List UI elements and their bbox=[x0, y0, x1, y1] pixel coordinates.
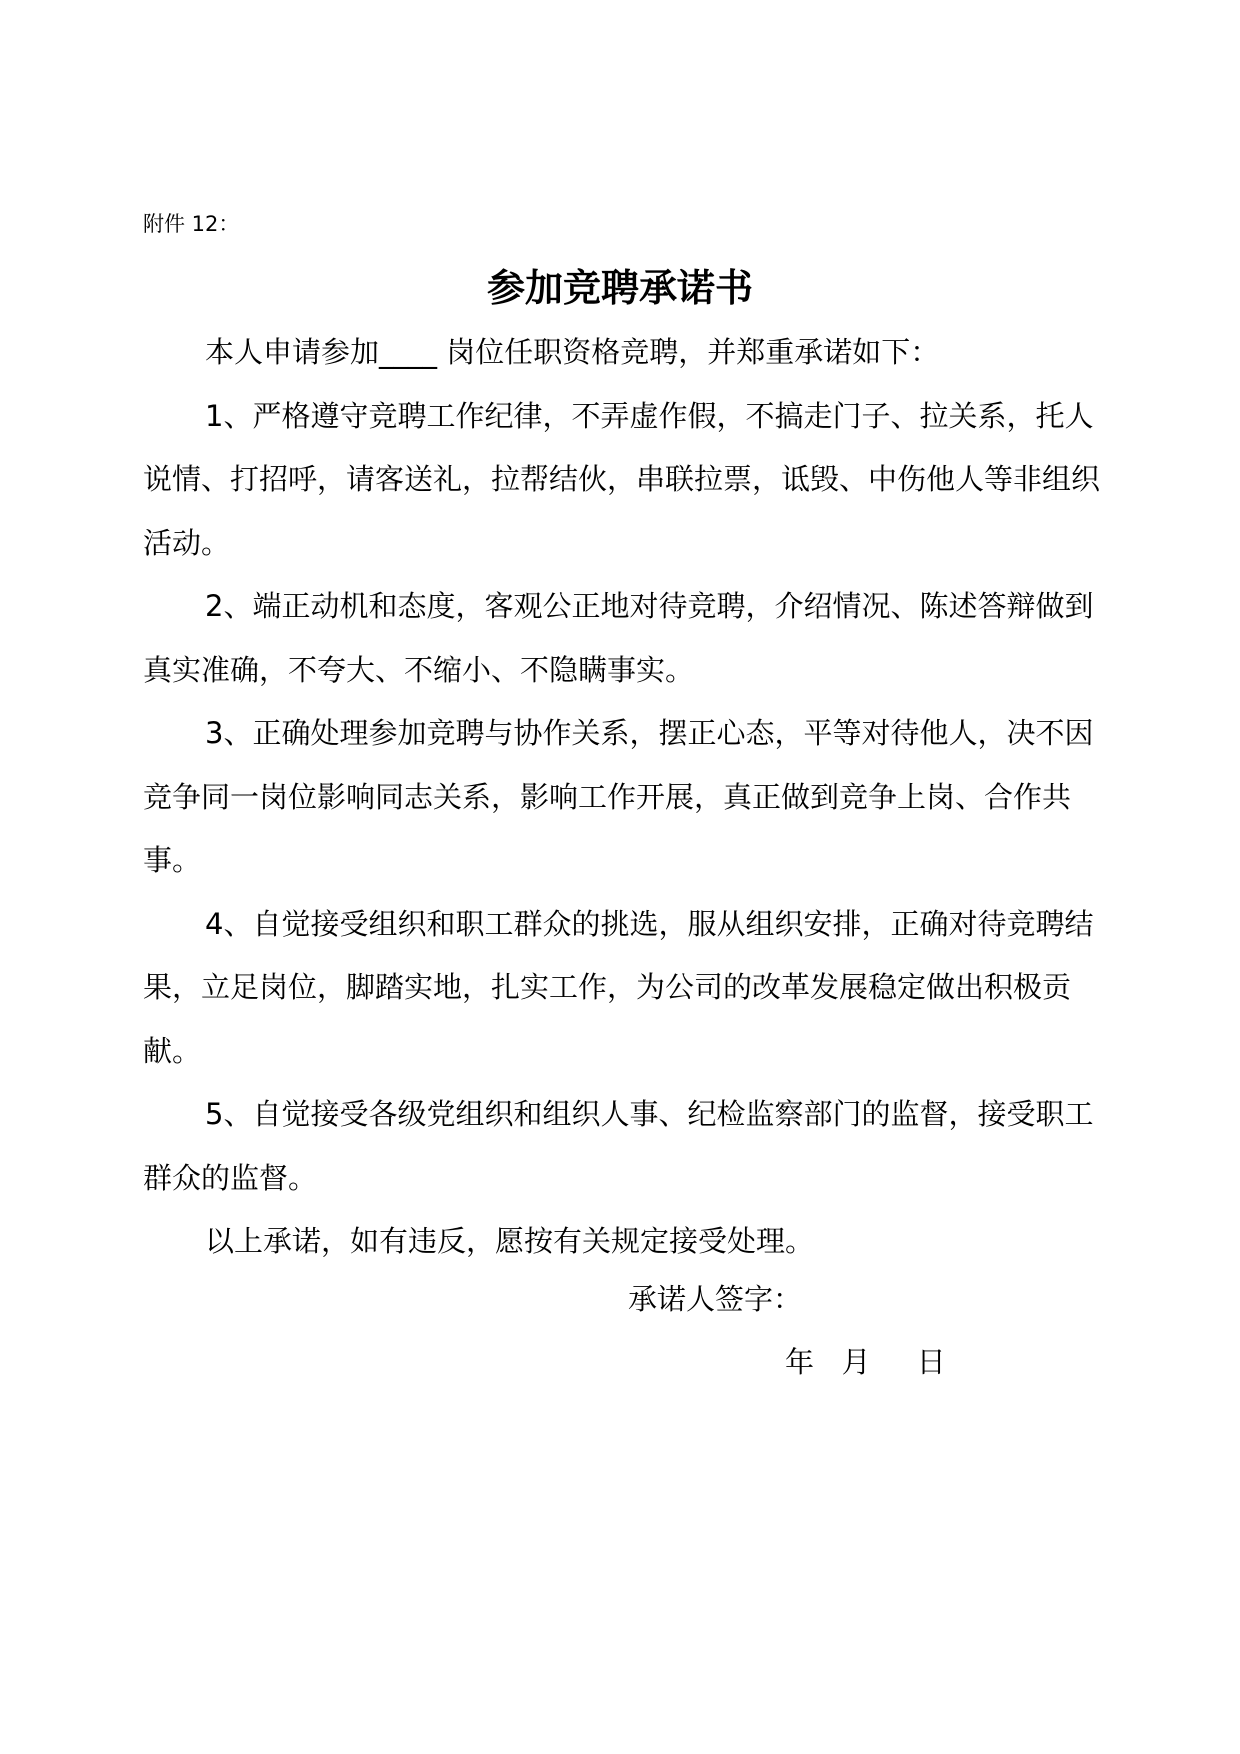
closing-paragraph: 以上承诺，如有违反，愿按有关规定接受处理。 bbox=[205, 1224, 815, 1258]
document-title: 参加竞聘承诺书 bbox=[486, 266, 753, 310]
pledge-item-5: 5、自觉接受各级党组织和组织人事、纪检监察部门的监督，接受职工群众的监督。 bbox=[143, 1097, 1094, 1195]
pledge-item-4: 4、自觉接受组织和职工群众的挑选，服从组织安排，正确对待竞聘结果，立足岗位，脚踏实地，扎实工作，为公司的改革发展稳定做出积极贡献。 bbox=[143, 906, 1094, 1068]
pledge-item-1: 1、严格遵守竞聘工作纪律，不弄虚作假，不搞走门子、拉关系，托人说情、打招呼，请客送礼，拉帮结伙，串联拉票，诋毁、中伤他人等非组织活动。 bbox=[143, 398, 1101, 560]
document-body bbox=[143, 321, 1103, 1274]
attachment-label: 附件 12： bbox=[143, 212, 240, 236]
date-line: 年 月 日 bbox=[785, 1345, 946, 1379]
pledge-item-2: 2、端正动机和态度，客观公正地对待竞聘，介绍情况、陈述答辩做到真实准确，不夸大、不缩小、不隐瞒事实。 bbox=[143, 589, 1094, 687]
signature-label: 承诺人签字： bbox=[628, 1282, 803, 1316]
pledge-item-3: 3、正确处理参加竞聘与协作关系，摆正心态，平等对待他人，决不因竞争同一岗位影响同志关系，影响工作开展，真正做到竞争上岗、合作共事。 bbox=[143, 716, 1094, 877]
intro-paragraph: 本人申请参加____ 岗位任职资格竞聘，并郑重承诺如下： bbox=[205, 335, 940, 369]
